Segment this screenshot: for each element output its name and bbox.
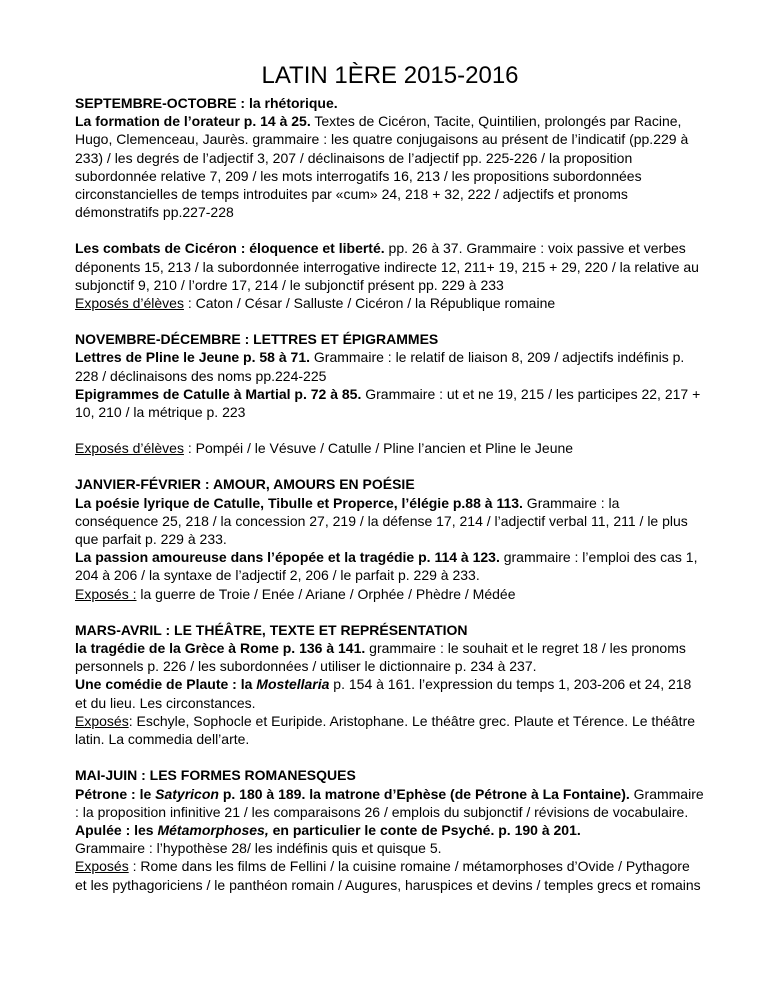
- paragraph-passion-amoureuse: [75, 548, 705, 584]
- paragraph-poesie-lyrique: [75, 494, 705, 549]
- paragraph-text: p. 154 à 161. l’expression du temps 1, 203-206 et 24, 218 et du lieu. Les circonstances.: [75, 676, 692, 711]
- paragraph-text: Textes de Cicéron, Tacite, Quintilien, prolongés par Racine, Hugo, Clemenceau, Jaurès. grammaire : les quatre conjugaisons au présent de l’indicatif (pp.229 à 233) / les degrés de l’adjectif 3, 207 / déclinaisons de l’adjectif pp. 225-226 / la proposition subordonnée relative 7, 209 / les mots interrogatifs 16, 213 / les propositions subordonnées circonstancielles de temps introduites par «cum» 24, 218 + 32, 222 / adjectifs et pronoms démonstratifs pp.227-228: [75, 113, 689, 221]
- section-heading-mai-juin: [75, 766, 705, 784]
- exposes-line: [75, 857, 705, 893]
- paragraph-petrone: [75, 785, 705, 821]
- paragraph-tragedie: [75, 639, 705, 675]
- paragraph-apulee-grammaire: [75, 839, 705, 857]
- paragraph-text: Grammaire : la proposition infinitive 21 / les comparaisons 26 / emplois du subjonctif / révisions de vocabulaire.: [75, 785, 704, 820]
- paragraph-epigrammes: [75, 385, 705, 421]
- exposes-text: la guerre de Troie / Enée / Ariane / Orphée / Phèdre / Médée: [136, 585, 516, 602]
- exposes-text: : Eschyle, Sophocle et Euripide. Aristophane. Le théâtre grec. Plaute et Térence. Le théâtre latin. La commedia dell’arte.: [75, 712, 696, 748]
- paragraph-lettres-pline: [75, 348, 705, 384]
- paragraph-bold: Les combats de Cicéron : éloquence et liberté.: [75, 240, 385, 257]
- paragraph-bold-italic: Satyricon: [155, 785, 219, 802]
- section-heading-mars-avril: [75, 621, 705, 639]
- paragraph-text: Grammaire : l’hypothèse 28/ les indéfinis quis et quisque 5.: [75, 840, 442, 857]
- document-title: LATIN 1ÈRE 2015-2016: [261, 62, 519, 89]
- paragraph-apulee-heading: [75, 821, 705, 839]
- exposes-label: Exposés: [75, 712, 129, 729]
- exposes-line: [75, 585, 705, 603]
- paragraph-text: pp. 26 à 37. Grammaire : voix passive et verbes déponents 15, 213 / la subordonnée interrogative indirecte 12, 211+ 19, 215 + 29, 220 / la relative au subjonctif 9, 210 / l’ordre 17, 214 / le subjonctif présent pp. 229 à 233: [75, 240, 699, 293]
- paragraph-bold-italic: Métamorphoses,: [157, 821, 269, 838]
- heading-text: MARS-AVRIL : LE THÉÂTRE, TEXTE ET REPRÉSENTATION: [75, 621, 468, 638]
- paragraph-bold: La passion amoureuse dans l’épopée et la tragédie p. 114 à 123.: [75, 549, 500, 566]
- paragraph-bold-italic: Mostellaria: [256, 676, 330, 693]
- heading-text: JANVIER-FÉVRIER : AMOUR, AMOURS EN POÉSIE: [75, 476, 415, 493]
- paragraph-combats-ciceron: [75, 239, 705, 294]
- paragraph-formation-orateur: [75, 112, 705, 221]
- exposes-text: : Rome dans les films de Fellini / la cuisine romaine / métamorphoses d’Ovide / Pythagore et les pythagoriciens / le panthéon romain / Augures, haruspices et devins / temples grecs et romains: [75, 858, 701, 893]
- paragraph-bold: La poésie lyrique de Catulle, Tibulle et Properce, l’élégie p.88 à 113.: [75, 494, 523, 511]
- section-heading-jan-fev: [75, 475, 705, 493]
- paragraph-bold: Epigrammes de Catulle à Martial p. 72 à 85.: [75, 385, 362, 402]
- paragraph-bold: Une comédie de Plaute : la: [75, 676, 257, 693]
- exposes-line: [75, 294, 705, 312]
- paragraph-bold: La formation de l’orateur p. 14 à 25.: [75, 113, 311, 130]
- paragraph-bold: Apulée : les: [75, 821, 158, 838]
- exposes-text: : Caton / César / Salluste / Cicéron / la République romaine: [183, 295, 556, 312]
- heading-text: NOVEMBRE-DÉCEMBRE : LETTRES ET ÉPIGRAMMES: [75, 331, 439, 348]
- document-page: [75, 62, 705, 894]
- paragraph-comedie-plaute: [75, 675, 705, 711]
- heading-text: SEPTEMBRE-OCTOBRE : la rhétorique.: [75, 95, 338, 111]
- paragraph-text: grammaire : l’emploi des cas 1, 204 à 206 / la syntaxe de l’adjectif 2, 206 / le parfait p. 229 à 233.: [75, 549, 698, 584]
- exposes-label: Exposés: [75, 858, 129, 875]
- section-heading-nov-dec: [75, 330, 705, 348]
- exposes-label: Exposés :: [75, 585, 137, 602]
- exposes-label: Exposés d’élèves: [75, 295, 184, 312]
- paragraph-bold: la tragédie de la Grèce à Rome p. 136 à 141.: [75, 640, 366, 657]
- paragraph-bold: en particulier le conte de Psyché. p. 190 à 201.: [268, 821, 581, 838]
- heading-text: MAI-JUIN : LES FORMES ROMANESQUES: [75, 767, 356, 784]
- exposes-text: : Pompéi / le Vésuve / Catulle / Pline l’ancien et Pline le Jeune: [183, 440, 574, 457]
- exposes-line: [75, 439, 705, 457]
- paragraph-bold: Pétrone : le: [75, 785, 156, 802]
- exposes-line: [75, 712, 705, 748]
- paragraph-bold: p. 180 à 189. la matrone d’Ephèse (de Pétrone à La Fontaine).: [218, 785, 630, 802]
- paragraph-bold: Lettres de Pline le Jeune p. 58 à 71.: [75, 349, 310, 366]
- section-heading-sept-oct: [75, 94, 705, 112]
- exposes-label: Exposés d’élèves: [75, 440, 184, 457]
- paragraph-text: grammaire : le souhait et le regret 18 / les pronoms personnels p. 226 / les subordonnées / utiliser le dictionnaire p. 234 à 237.: [75, 640, 686, 675]
- paragraph-text: Grammaire : le relatif de liaison 8, 209 / adjectifs indéfinis p. 228 / déclinaisons des noms pp.224-225: [75, 349, 685, 384]
- paragraph-text: Grammaire : ut et ne 19, 215 / les participes 22, 217 + 10, 210 / la métrique p. 223: [75, 385, 701, 421]
- paragraph-text: Grammaire : la conséquence 25, 218 / la concession 27, 219 / la défense 17, 214 / l’adjectif verbal 11, 211 / le plus que parfait p. 229 à 233.: [75, 494, 688, 548]
